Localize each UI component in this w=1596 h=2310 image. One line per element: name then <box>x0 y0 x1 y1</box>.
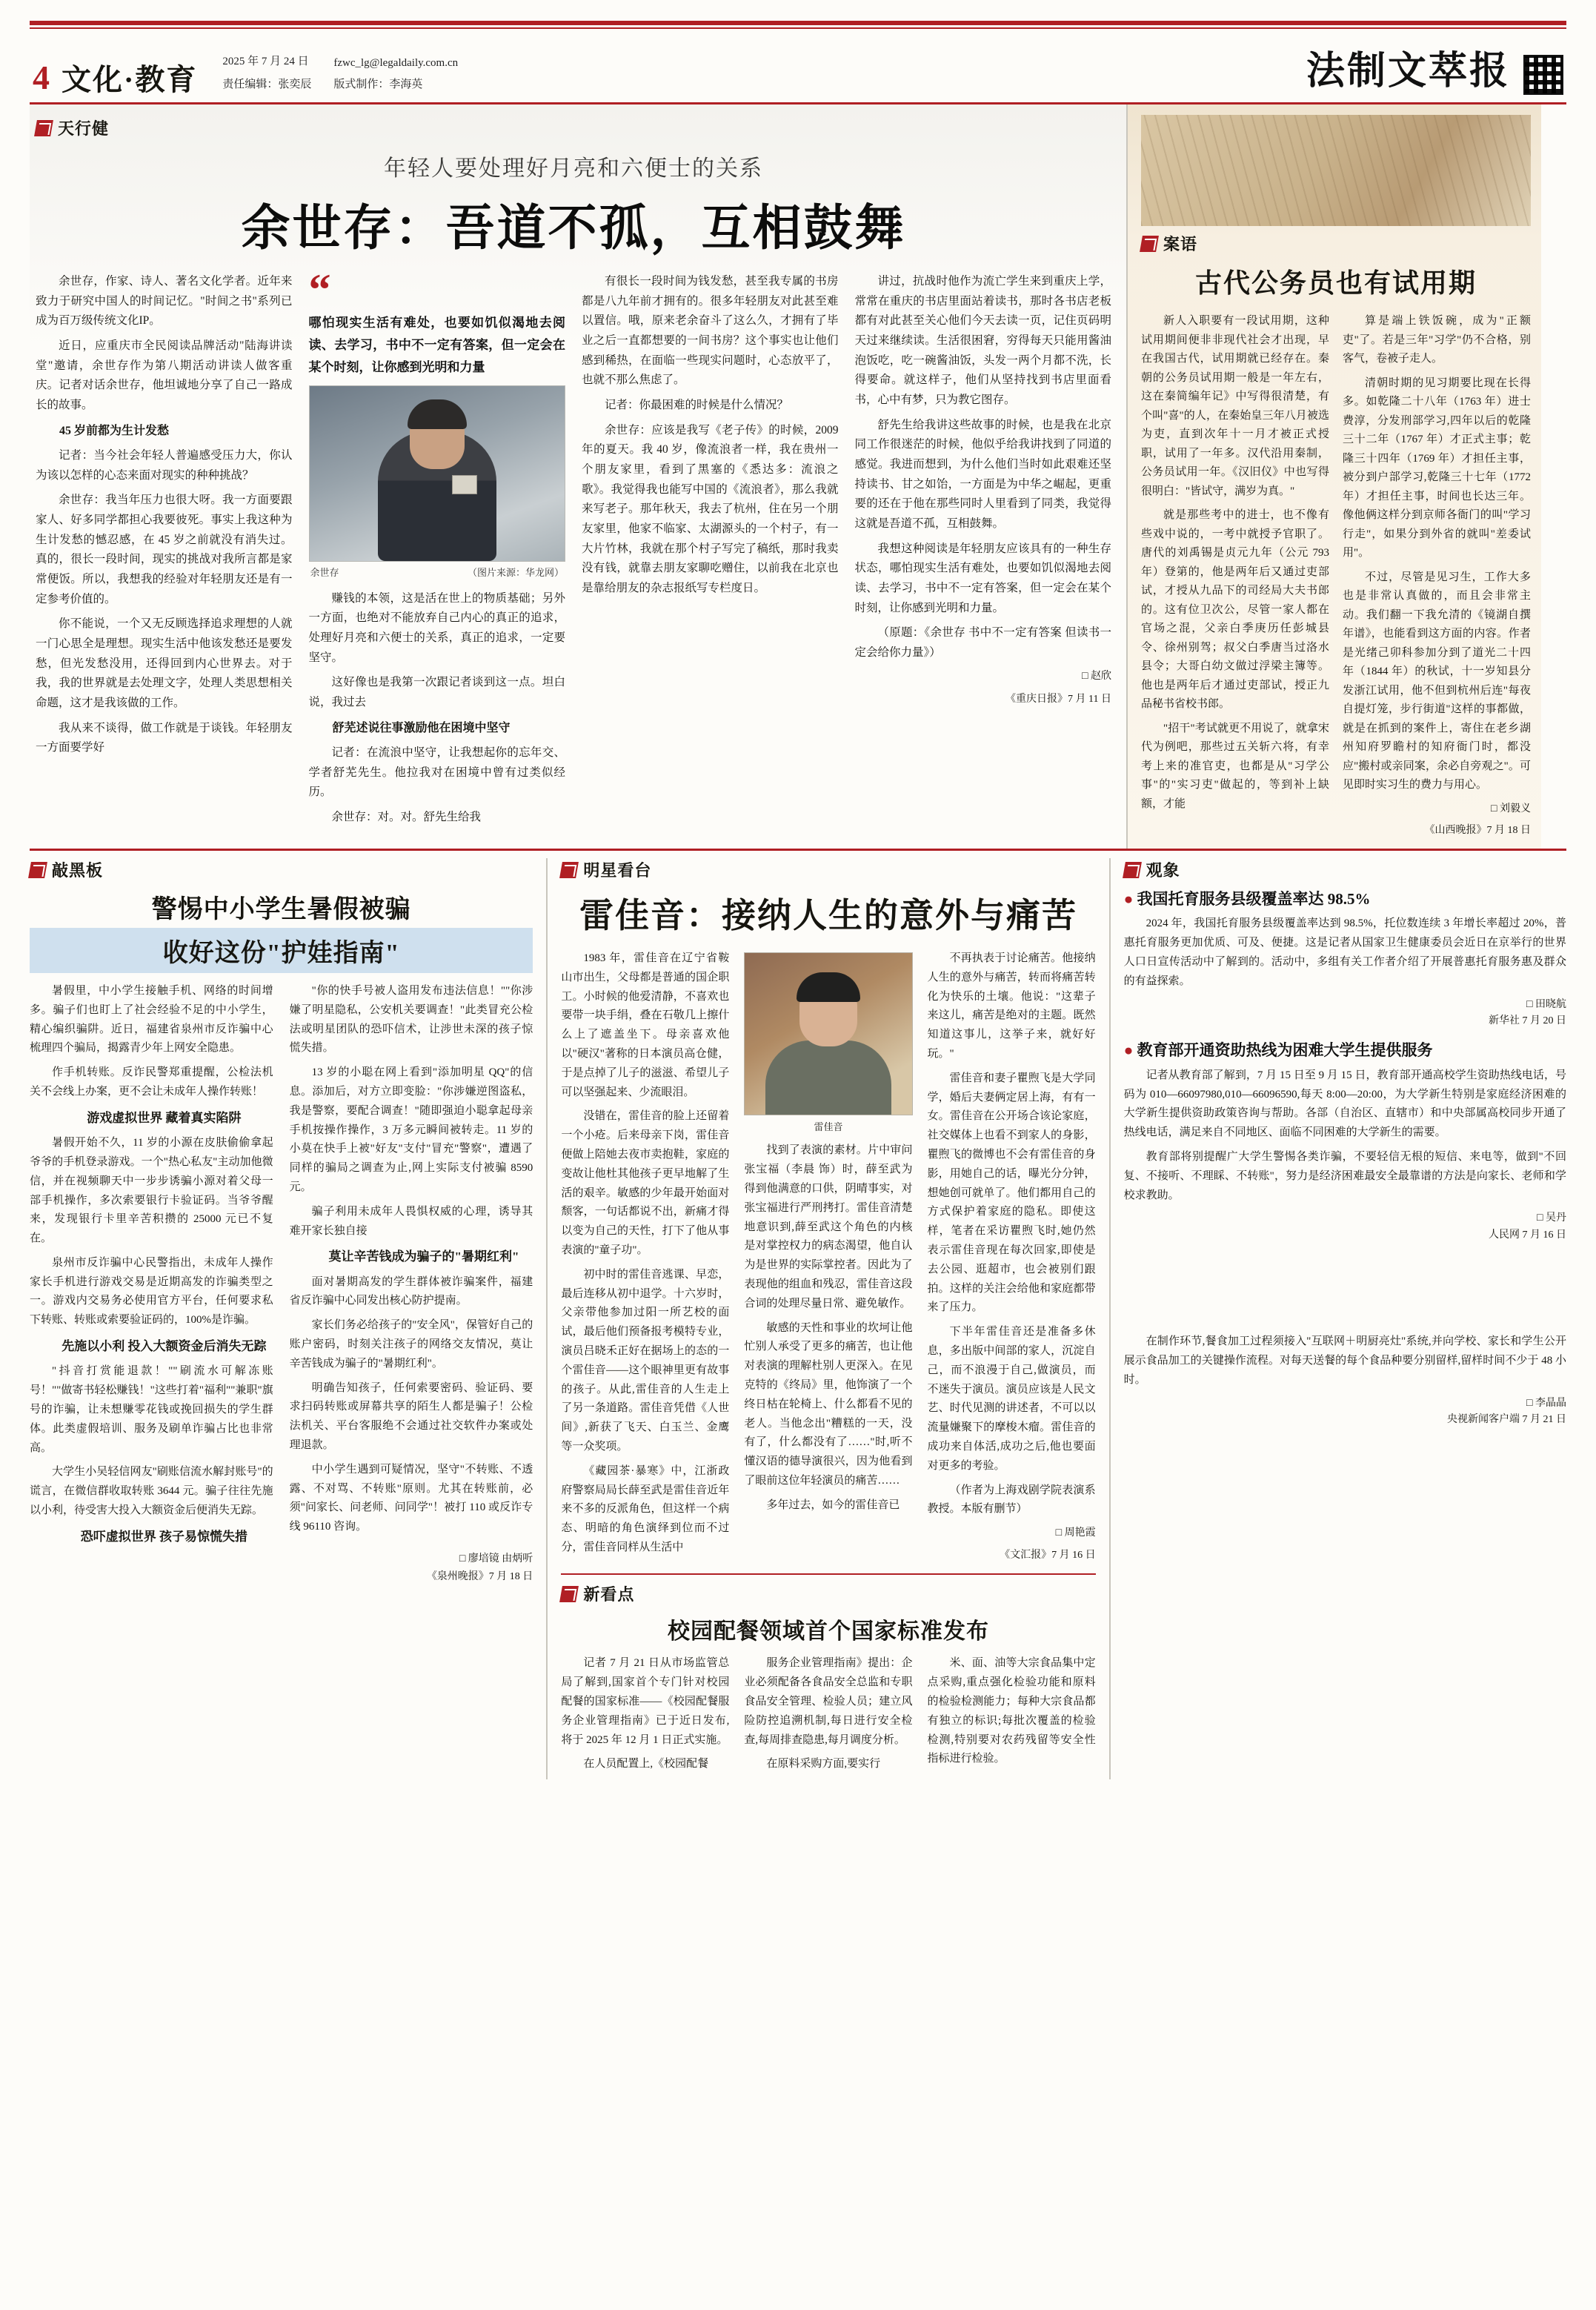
bullet-icon: ● <box>1123 890 1134 909</box>
guanxiang-item <box>1124 889 1566 1029</box>
page-number: 4 <box>33 59 50 96</box>
paragraph: 大学生小吴轻信网友"刷账信流水解封账号"的谎言，在微信群收取转账 3644 元。骗子往往先施以小利，待受害大投入大额资金后便消失无踪。 <box>30 1466 273 1516</box>
anyu-column-1 <box>1141 312 1329 840</box>
anyu-article <box>1126 104 1541 849</box>
paragraph: 初中时的雷佳音逃课、早恋，最后连移从初中退学。十六岁时，父亲带他参加过阳一所艺校的面试，最后他们预备报考模特专业，演员吕晓禾正好在据场上的态的一个雷佳音——这个眼神里更有故事的孩子。从此,雷佳音的人生走上了另一条道路。雷佳音凭借《人世间》,新获了飞天、白玉兰、金鹰等一众奖项。 <box>561 1268 730 1453</box>
paragraph: 《藏园茶·暴寒》中，江浙政府警察局局长薛至武是雷佳音近年来不多的反派角色，但这样一个病态、明暗的角色演绎到位而不过分，雷佳音同样从生活中 <box>561 1464 730 1553</box>
paragraph: 在原料采购方面,要实行 <box>766 1758 881 1770</box>
subheading: 先施以小利 投入大额资金后消失无踪 <box>61 1339 267 1354</box>
xinkandian-headline: 校园配餐领域首个国家标准发布 <box>667 1619 989 1644</box>
flag-mark-icon <box>1123 862 1142 878</box>
flag-label: 案语 <box>1163 235 1198 253</box>
paragraph: 记者：当今社会年轻人普遍感受压力大，你认为该以怎样的心态来面对现实的种种挑战？ <box>36 449 293 482</box>
byline: □ 周艳霞 <box>1055 1527 1096 1539</box>
mingxing-body-columns <box>561 949 1095 1564</box>
section-title: 文化·教育 <box>61 63 198 96</box>
paragraph: "招干"考试就更不用说了，就拿宋代为例吧，那些过五关斩六将，有幸考上来的准官吏，也都是从"习学公事"的"实习吏"做起的，等到补上缺额，才能 <box>1141 722 1329 810</box>
byline: □ 田晓航 <box>1526 998 1566 1010</box>
paragraph: 多年过去，如今的雷佳音已 <box>766 1498 900 1511</box>
paper-title: 法制文萃报 <box>1306 50 1510 93</box>
paragraph: 余世存：对。对。舒先生给我 <box>331 811 482 824</box>
flag-mark-icon <box>34 120 53 136</box>
mingxing-column-3 <box>928 949 1096 1564</box>
source-line: 《文汇报》7 月 16 日 <box>1000 1550 1096 1561</box>
paragraph: 骗子利用未成年人畏惧权威的心理，诱导其难开家长独自接 <box>289 1205 533 1237</box>
paragraph: 近日，应重庆市全民阅读品牌活动"陆海讲读堂"邀请，余世存作为第八期活动讲读人做客重庆。记者对话余世存，他坦诚地分享了自己一路成长的故事。 <box>36 339 293 411</box>
paragraph: 余世存，作家、诗人、著名文化学者。近年来致力于研究中国人的时间记忆。"时间之书"系列已成为百万级传统文化IP。 <box>36 275 293 328</box>
celebrity-photo-caption: 雷佳音 <box>814 1121 843 1133</box>
paragraph: 敏感的天性和事业的坎坷让他忙别人承受了更多的痛苦，也让他对表演的理解杜别人更深入。在见克特的《终局》里，他饰演了一个终日枯在轮椅上、什么都看不见的老人。当他念出"糟糕的一天，没有了，什么都没有了……"时,听不懂汉语的德导演很兴，因为他看到了眼前这位年轻演员的痛苦…… <box>744 1321 913 1487</box>
paragraph: 面对暑期高发的学生群体被诈骗案件，福建省反诈骗中心同发出核心防护提南。 <box>289 1275 533 1307</box>
pullquote-text: 哪怕现实生活有难处，也要如饥似渴地去阅读、去学习，书中不一定有答案，但一定会在某个时刻，让你感到光明和力量 <box>308 316 565 374</box>
subheading-2: 舒芜述说往事激励他在困境中坚守 <box>332 721 511 734</box>
lead-column-4 <box>855 272 1112 833</box>
photo-figure <box>765 1041 891 1115</box>
xinkandian-column-2 <box>744 1654 912 1779</box>
column-flag-qiaoheiban <box>30 858 533 881</box>
paragraph: 清朝时期的见习期要比现在长得多。如乾隆二十八年（1763 年）进士费淳，分发刑部学习,四年以后的乾隆三十二年（1767 年）才正式主事；乾隆三十四年（1769 年）才担任主事，被分到户部学习,乾隆三十七年（1772 年）才担任主事，时间也长达三年。像他俩这样分到京师各衙门的叫"学习行走"，如果分到外省的就叫"差委试用"。 <box>1343 376 1531 559</box>
paragraph: 记者从教育部了解到，7 月 15 日至 9 月 15 日，教育部开通高校学生资助热线电话，号码为 010—66097980,010—66096590,每天 8:00—20:00，为大学新生特别是家庭经济困难的大学新生提供资助政策咨询与帮助。各部（自治区、直辖市）和中央部属高校同步开通了热线电话，满足来自不同地区、面临不同困难的大学新生的需要。 <box>1123 1069 1566 1139</box>
byline: □ 吴丹 <box>1537 1212 1566 1224</box>
column-flag-xinkandian <box>561 1582 1095 1605</box>
paragraph: 新人入职要有一段试用期，这种试用期间便非非现代社会才出现，早在我国古代，试用期就已经存在。秦朝的公务员试用期一般是一年左右，这在秦简编年记》中写得很清楚，有个叫"喜"的人，在秦始皇三年八月被选为吏，直到次年十一月才被正式授职，试用了一年多。汉代沿用秦制，公务员试用一年。《汉旧仪》中也写得很明白："皆试守，满岁为真。" <box>1141 315 1329 497</box>
photo-caption <box>309 562 566 581</box>
paragraph: 雷佳音和妻子瞿煦飞是大学同学，婚后夫妻俩定居上海，有有一女。雷佳音在公开场合该论家庭，社交媒体上也看不到家人的身影，瞿煦飞的微博也不会有雷佳音的身影，用她自己的话，曝光分分钟，想她创可就单了。他们都用自己的方式保护着家庭的隐私。即使这样，笔者在采访瞿煦飞时,她仍然表示雷佳音现在每次回家,即使是去公园、逛超市，也会被别们跟拍。这样的关注会给他和家庭都带来了压力。 <box>927 1072 1096 1314</box>
byline: □ 廖培镜 由炳听 <box>459 1553 533 1564</box>
paragraph: 米、面、油等大宗食品集中定点采购,重点强化检验功能和原料的检验检测能力；每种大宗食品都有独立的标识;每批次覆盖的检验检测,特别要对农药残留等安全性指标进行检验。 <box>927 1657 1096 1765</box>
photo-caption-name: 余世存 <box>310 567 339 579</box>
anyu-column-2 <box>1343 312 1531 840</box>
qr-code-icon[interactable] <box>1523 55 1563 95</box>
paragraph: 这好像也是我第一次跟记者谈到这一点。坦白说，我过去 <box>308 676 565 708</box>
paragraph: 服务企业管理指南》提出：企业必须配备各食品安全总监和专职食品安全管理、检验人员；建立风险防控追溯机制,每日进行安全检查,每周排查隐患,每月调度分析。 <box>744 1657 913 1746</box>
lead-body-columns <box>36 265 1111 833</box>
source-line: 新华社 7 月 20 日 <box>1489 1015 1566 1027</box>
mingxing-column-1 <box>561 949 729 1564</box>
paragraph: 余世存：我当年压力也很大呀。我一方面要跟家人、好多同学都担心我要彼死。事实上我这种为生计发愁的憾忍感，在 45 岁之前就没有消失过。真的，很长一段时间，现实的挑战对我所言都是家常便饭。所以，我想我的经验对年轻朋友还是有一定参考价值的。 <box>36 494 293 605</box>
paragraph: 没错在，雷佳音的脸上还留着一个小疮。后来母亲下岗，雷佳音便做上陪她去夜市卖抱鞋，家庭的变故让他杜其他孩子更早地解了生活的艰辛。敏感的少年最开始面对颓客，一句话都说不出，新痛才得以变为自己的天性，打下了他从事表演的"童子功"。 <box>561 1110 730 1257</box>
guanxiang-title-text: 我国托育服务县级覆盖率达 98.5% <box>1137 890 1371 909</box>
flag-mark-icon <box>559 1586 579 1602</box>
subheading: 游戏虚拟世界 藏着真实陷阱 <box>87 1110 242 1125</box>
decorative-artwork <box>1141 115 1531 226</box>
bullet-icon: ● <box>1123 1041 1134 1060</box>
column-flag-guanxiang <box>1124 858 1566 881</box>
lower-section <box>30 858 1566 1779</box>
celebrity-photo <box>744 952 912 1115</box>
paragraph: 在人员配置上,《校园配餐 <box>583 1758 709 1770</box>
paragraph: 家长们务必给孩子的"安全风"，保管好自己的账户密码，时刻关注孩子的网络交友情况，莫让辛苦钱成为骗子的"暑期红利"。 <box>289 1319 533 1370</box>
quote-mark-icon: “ <box>308 265 331 314</box>
qiaoheiban-headline-line2: 收好这份"护娃指南" <box>30 928 533 973</box>
subheading: 莫让辛苦钱成为骗子的"暑期红利" <box>328 1249 519 1264</box>
xinkandian-column-1 <box>561 1654 729 1779</box>
subheading: 恐吓虚拟世界 孩子易惊慌失措 <box>80 1529 247 1544</box>
paragraph: 记者：在流浪中坚守，让我想起你的忘年交、学者舒芜先生。他拉我对在困境中曾有过类似经历。 <box>308 746 565 799</box>
mingxing-article <box>548 858 1110 1779</box>
masthead-meta-right <box>333 53 458 95</box>
masthead-meta-left <box>222 51 311 95</box>
source-note: （原题：《余世存 书中不一定有答案 但读书一定会给你力量》） <box>854 626 1111 659</box>
top-rule <box>30 21 1566 25</box>
paragraph: 中小学生遇到可疑情况，坚守"不转账、不透露、不对骂、不转账"原则。尤其在转账前，必须"问家长、问老师、问同学"！被打 110 或反诈专线 96110 咨询。 <box>289 1463 533 1533</box>
column-flag-anyu <box>1141 232 1531 255</box>
paragraph: 不过，尽管是见习生，工作大多也是非常认真做的，而且会非常主动。我们翻一下我允清的《镜湖自撰年谱》，也能看到这方面的内容。作者是光绪己卯科参加分到了道光二十四年（1844 年）的秋试，十一岁知县分发浙江试用，他不但到杭州后连"每夜自提灯笼，步行街道"这样的事都做，就是在抓到的案件上，寄住在老乡湖州知府罗瞻村的知府衙门时，都没应"搬村或亲同案，余必自旁观之"。可见即时实习生的费力与用心。 <box>1343 571 1531 791</box>
paragraph: 记者：你最困难的时候是什么情况？ <box>605 398 789 411</box>
paragraph: "抖音打赏能退款！""刷流水可解冻账号！""做寄书轻松赚钱！"这些打着"福利""兼职"旗号的诈骗，让未想赚零花钱或挽回损失的学生群体。此类虚假培训、服务及刷单诈骗占比也非常高。 <box>30 1365 273 1454</box>
qiaoheiban-headline-line1: 警惕中小学生暑假被骗 <box>151 896 411 924</box>
anyu-body-columns <box>1141 312 1531 840</box>
masthead-brand <box>1306 39 1563 95</box>
paragraph: 不再执表于讨论痛苦。他接纳人生的意外与痛苦，转而将痛苦转化为快乐的土壤。他说："这辈子来这儿，痛苦是绝对的主题。既然知道这事儿，这挙子来，就好好玩。" <box>927 952 1096 1061</box>
layout-credit: 版式制作：李海英 <box>333 78 423 90</box>
guanxiang-item-body <box>1124 1066 1566 1206</box>
paragraph: 教育部将别提醒广大学生警惕各类诈骗，不要轻信无根的短信、来电等，做到"不回复、不接听、不理睬、不转账"，努力是经济困难最安全最靠谱的方法是向家长、老师和学校求教助。 <box>1123 1151 1566 1201</box>
byline: □ 赵欣 <box>1082 671 1111 683</box>
paragraph: 泉州市反诈骗中心民警指出，未成年人操作家长手机进行游戏交易是近期高发的诈骗类型之一。游戏内交易务必使用官方平台，任何要求私下转账、转账或索要验证码的，100%是诈骗。 <box>30 1256 273 1327</box>
xinkandian-continuation <box>1124 1332 1566 1428</box>
byline: □ 刘毅义 <box>1491 803 1531 814</box>
paragraph: 找到了表演的素材。片中审问张宝福（李晨 饰）时，薛至武为得到他满意的口供，阴晴事实，对张宝福进行严刑拷打。雷佳音清楚地意识到,薛至武这个角色的内核是对掌控权力的病态渴望，他自认为是世界的实际掌控者。因此为了表现他的组血和残忍，雷佳音这段合词的处理尽量日常、避免敏作。 <box>744 1144 913 1310</box>
flag-mark-icon <box>1140 236 1159 252</box>
paragraph: 1983 年，雷佳音在辽宁省鞍山市出生，父母都是普通的国企职工。小时候的他爱清静，不喜欢也要带一块手绢，叠在石敬几上擦什么上了遮盖坐下。母亲喜欢他以"硬汉"著称的日本演员高仓健，于是点掉了儿子的滋滋、希望儿子可以坚强起来、少流眼泪。 <box>561 952 730 1098</box>
guanxiang-title-text: 教育部开通资助热线为困难大学生提供服务 <box>1137 1041 1433 1060</box>
paragraph: 算是端上铁饭碗，成为"正额吏"了。若是三年"习学"仍不合格，别客气，卷被子走人。 <box>1343 315 1531 365</box>
paragraph: 暑假开始不久，11 岁的小源在皮肤偷偷拿起爷爷的手机登录游戏。一个"热心私友"主动加他微信，并在视频聊天中一步步诱骗小源对着父母一部手机操作，多次索要银行卡验证码。当爷爷醒来，发现银行卡里辛苦积攒的 25000 元已不复在。 <box>30 1137 273 1245</box>
paragraph: 明确告知孩子，任何索要密码、验证码、要求扫码转账或屏幕共享的陌生人都是骗子！公检法机关、平台客服绝不会通过社交软件办案或处理退款。 <box>289 1381 533 1452</box>
editor-credit: 责任编辑：张奕辰 <box>222 78 312 90</box>
paragraph: 我从来不谈得，做工作就是于谈钱。年轻朋友一方面要学好 <box>36 721 293 754</box>
pullquote-block <box>308 265 566 378</box>
paragraph: 就是那些考中的进士，也不像有些戏中说的，一考中就授予官职了。唐代的刘禹锡是贞元九年（公元 793 年）登第的，他是两年后又通过吏部试，才授从九品下的司经局大夫书郎的。这有位卫次公，尽管一家人都在官场之混，父亲白季庚历任彭城县令、徐州别驾；叔父白季唐当过洛水县令；大哥白幼文做过浮梁主簿等。他也是两年后才通过吏部试，授正九品秘书省校书郎。 <box>1141 509 1329 710</box>
mingxing-column-2 <box>744 949 912 1564</box>
paragraph: 讲过，抗战时他作为流亡学生来到重庆上学，常常在重庆的书店里面站着读书，那时各书店老板都有对此甚至关心他们今天去读一页，记住页码明天过来继续读。生活很困窘，穷得每天只能用酱油泡饭吃，吃一碗酱油饭，头发一两个月都不洗，长得要命。就这样子，他们从坚持找到书店里面看书，心中有梦，只为教它图存。 <box>854 275 1111 406</box>
flag-label: 敲黑板 <box>52 861 104 880</box>
qiaoheiban-body <box>30 982 533 1547</box>
lead-column-2 <box>308 265 566 833</box>
xinkandian-article <box>561 1582 1095 1779</box>
lead-article <box>30 104 1126 849</box>
guanxiang-item <box>1124 1040 1566 1244</box>
photo-hair <box>408 399 467 429</box>
photo-hair <box>797 972 860 1002</box>
paragraph: 暑假里，中小学生接触手机、网络的时间增多。骗子们也盯上了社会经验不足的中小学生，精心编织骗阱。近日，福建省泉州市反诈骗中心梳理四个骗局，揭露青少年上网安全隐患。 <box>30 985 273 1055</box>
source-line: 《重庆日报》7 月 11 日 <box>1005 693 1111 705</box>
guanxiang-column <box>1111 858 1566 1779</box>
photo-caption-credit: （图片来源：华龙网） <box>467 567 564 579</box>
xinkandian-body-columns <box>561 1654 1095 1779</box>
paragraph: 在制作环节,餐食加工过程须接入"互联网＋明厨亮灶"系统,并向学校、家长和学生公开展示食品加工的关键操作流程。对每天送餐的每个食品种要分别留样,留样时间不少于 48 小时。 <box>1123 1335 1566 1386</box>
lead-headline: 余世存：吾道不孤，互相鼓舞 <box>241 202 906 256</box>
source-line: 人民网 7 月 16 日 <box>1489 1229 1566 1241</box>
paragraph: 记者 7 月 21 日从市场监管总局了解到,国家首个专门针对校园配餐的国家标准——《校园配餐服务企业管理指南》已于近日发布,将于 2025 年 12 月 1 日正式实施。 <box>561 1657 730 1746</box>
anyu-headline: 古代公务员也有试用期 <box>1194 268 1477 298</box>
paragraph: 2024 年，我国托育服务县级覆盖率达到 98.5%，托位数连续 3 年增长率超过 20%，普惠托育服务更加优质、可及、便捷。这是记者从国家卫生健康委员会近日在京举行的世界人口日宣传活动中了解到的。活动中，多组有关工作者介绍了开展普惠托育服务惠及群众的有益探索。 <box>1123 917 1566 987</box>
email-address[interactable]: fzwc_lg@legaldaily.com.cn <box>333 57 459 69</box>
byline: □ 李晶晶 <box>1526 1397 1566 1409</box>
subheading-1: 45 岁前都为生计发愁 <box>59 424 170 437</box>
guanxiang-item-title <box>1124 889 1566 910</box>
paragraph: 余世存：应该是我写《老子传》的时候，2009 年的夏天。我 40 岁，像流浪者一样，我在贵州一个朋友家里，看到了黑塞的《悉达多：流浪之歌》。我觉得我也能写中国的《流浪者》，那么我就来写老子。那年秋天，我去了杭州，住在另一个朋友家里，他家不临家、太湖源头的一个村子，有一大片竹林，我就在那个村子写完了稿纸，那时我卖没有钱，就靠去朋友家聊吃赠住，以前我在北京也是靠给朋友的杂志报纸写专栏度日。 <box>582 423 839 594</box>
flag-mark-icon <box>28 862 47 878</box>
lead-column-3 <box>582 272 839 833</box>
lead-subheadline: 年轻人要处理好月亮和六便士的关系 <box>384 156 763 181</box>
source-line: 央视新闻客户端 7 月 21 日 <box>1447 1413 1566 1425</box>
masthead <box>30 29 1566 104</box>
mingxing-headline: 雷佳音：接纳人生的意外与痛苦 <box>579 897 1077 935</box>
source-line: 《山西晚报》7 月 18 日 <box>1424 825 1531 837</box>
flag-label: 观象 <box>1146 861 1180 880</box>
article-photo <box>309 385 566 562</box>
paragraph: 舒先生给我讲这些故事的时候，也是我在北京同工作很迷茫的时候，他似乎给我讲找到了同道的感觉。我进而想到，为什么他们当时如此艰难还坚持读书、甘之如饴，一方面是为中华之崛起，更重要的还在于他在那些同时人里看到了同类，我觉得这就是吾道不孤，互相鼓舞。 <box>854 418 1111 530</box>
paragraph: 作手机转账。反诈民警郑重提醒，公检法机关不会线上办案，更不会让未成年人操作转账！ <box>30 1066 273 1098</box>
divider <box>561 1573 1095 1575</box>
paragraph: 赚钱的本领，这是活在世上的物质基础；另外一方面，也绝对不能放弃自己内心的真正的追求，处理好月亮和六便士的关系，真正的追求，一定要坚守。 <box>308 591 565 664</box>
paragraph: "你的快手号被人盗用发布违法信息！""你涉嫌了明星隐私，公安机关要调查！"此类冒充公检法或明星团队的恐吓信术，让涉世未深的孩子惊慌失措。 <box>289 985 533 1055</box>
paragraph: 下半年雷佳音还是准备多休息，多出版中间部的家人，沉淀自己，而不浪漫于自己,做演员，而不迷失于演员。演员应该是人民文艺、时代见测的讲述者，不可以以流量嫌聚下的摩梭木瘤。雷佳音的成功来自体活,成功之后,他也要面对更多的考验。 <box>927 1326 1096 1472</box>
paragraph: 13 岁的小聪在网上看到"添加明星 QQ"的信息。添加后，对方立即变脸："你涉嫌逆图盗私，我是警察，要配合调查！"随即强迫小聪拿起母亲手机按操作操作，3 万多元瞬间被转走。11 岁的小莫在快手上被"好友"支付"冒充"警察"，遭遇了同样的骗局之调查为止,网上实际支付被骗 8590 元。 <box>289 1066 533 1194</box>
source-line: 《泉州晚报》7 月 18 日 <box>426 1570 533 1582</box>
flag-label: 明星看台 <box>583 861 652 880</box>
photo-microphone <box>452 475 477 494</box>
column-flag-tianxingjian <box>36 116 1111 139</box>
guanxiang-item-body <box>1124 915 1566 991</box>
flag-mark-icon <box>559 862 579 878</box>
qiaoheiban-article <box>30 858 548 1779</box>
flag-label: 新看点 <box>583 1585 635 1604</box>
publish-date: 2025 年 7 月 24 日 <box>222 56 309 67</box>
paragraph: 有很长一段时间为钱发愁，甚至我专属的书房都是八九年前才拥有的。很多年轻朋友对此甚至难以置信。哦，原来老余奋斗了这么久，才拥有了毕业之后一直都想要的一间书房？这个事实也让他们感到稀热，在面临一些现实问题时，心态放平了，也就不那么焦虑了。 <box>582 275 839 387</box>
paragraph: 我想这种阅读是年轻朋友应该具有的一种生存状态，哪怕现实生活有难处，也要如饥似渴地去阅读、去学习，书中不一定有答案，但一定会在某个时刻，让你感到光明和力量。 <box>854 542 1111 614</box>
paragraph: 你不能说，一个又无反顾选择追求理想的人就一门心思全是理想。现实生活中他该发愁还是要发愁，但光发愁没用，还得回到内心世界去。对于我，我的世界就是去处理文字，处理人类思想相关命题，这才是我该做的工作。 <box>36 617 293 709</box>
upper-section <box>30 104 1566 851</box>
flag-label: 天行健 <box>58 119 110 138</box>
lead-column-1 <box>36 272 293 833</box>
author-note: （作者为上海戏剧学院表演系教授。本版有删节） <box>927 1484 1096 1516</box>
column-flag-mingxingkantai <box>561 858 1095 881</box>
xinkandian-column-3 <box>928 1654 1096 1779</box>
guanxiang-item-title <box>1124 1040 1566 1061</box>
